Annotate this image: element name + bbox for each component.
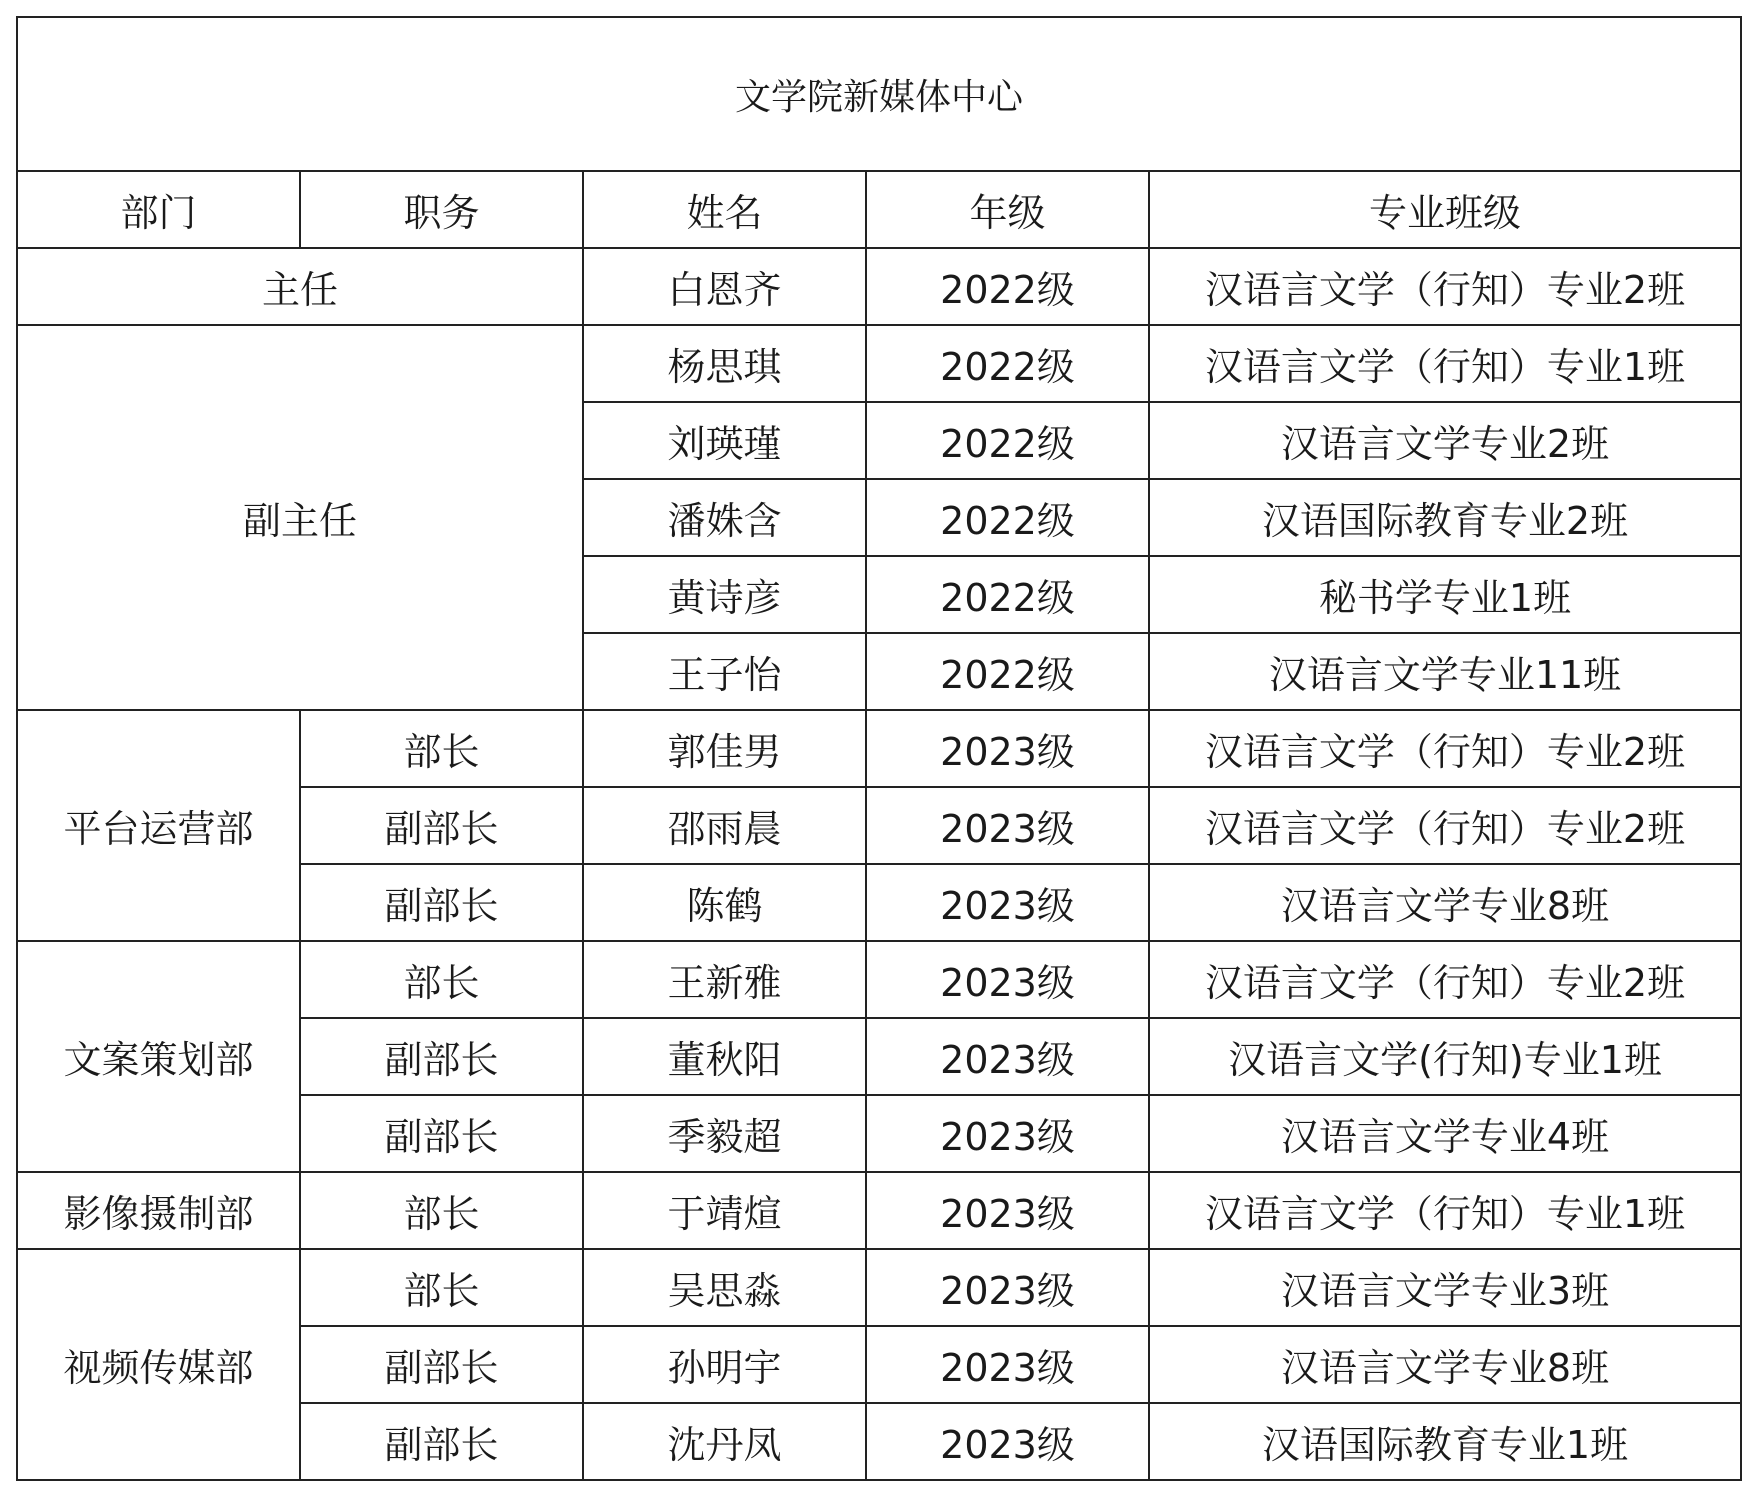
member-name: 杨思琪	[583, 325, 866, 402]
member-grade: 2022级	[866, 479, 1149, 556]
member-major: 汉语国际教育专业2班	[1149, 479, 1741, 556]
member-name: 陈鹤	[583, 864, 866, 941]
member-major: 汉语言文学专业8班	[1149, 1326, 1741, 1403]
table-row	[17, 325, 1741, 402]
member-name: 潘姝含	[583, 479, 866, 556]
member-grade: 2023级	[866, 710, 1149, 787]
member-major: 汉语言文学专业3班	[1149, 1249, 1741, 1326]
member-grade: 2023级	[866, 1095, 1149, 1172]
member-major: 汉语言文学专业2班	[1149, 402, 1741, 479]
member-grade: 2023级	[866, 864, 1149, 941]
member-name: 吴思淼	[583, 1249, 866, 1326]
member-grade: 2023级	[866, 787, 1149, 864]
member-name: 孙明宇	[583, 1326, 866, 1403]
member-grade: 2023级	[866, 1326, 1149, 1403]
member-major: 汉语言文学专业8班	[1149, 864, 1741, 941]
member-name: 沈丹凤	[583, 1403, 866, 1480]
table-title: 文学院新媒体中心	[17, 17, 1741, 171]
member-grade: 2022级	[866, 556, 1149, 633]
member-grade: 2023级	[866, 1172, 1149, 1249]
member-major: 汉语言文学（行知）专业2班	[1149, 248, 1741, 325]
table-row	[17, 1249, 1741, 1326]
deputy-director-label: 副主任	[17, 325, 583, 710]
member-major: 汉语言文学（行知）专业1班	[1149, 1172, 1741, 1249]
member-position: 部长	[300, 1249, 583, 1326]
department-name: 平台运营部	[17, 710, 300, 941]
member-grade: 2023级	[866, 1249, 1149, 1326]
member-name: 王子怡	[583, 633, 866, 710]
member-name: 刘瑛瑾	[583, 402, 866, 479]
member-grade: 2022级	[866, 325, 1149, 402]
member-major: 汉语国际教育专业1班	[1149, 1403, 1741, 1480]
header-row	[17, 171, 1741, 248]
member-major: 汉语言文学(行知)专业1班	[1149, 1018, 1741, 1095]
member-major: 秘书学专业1班	[1149, 556, 1741, 633]
department-name: 影像摄制部	[17, 1172, 300, 1249]
member-name: 季毅超	[583, 1095, 866, 1172]
department-name: 视频传媒部	[17, 1249, 300, 1480]
member-position: 部长	[300, 941, 583, 1018]
member-major: 汉语言文学专业11班	[1149, 633, 1741, 710]
table-row	[17, 248, 1741, 325]
member-name: 邵雨晨	[583, 787, 866, 864]
member-position: 副部长	[300, 1018, 583, 1095]
header-major-class: 专业班级	[1149, 171, 1741, 248]
member-grade: 2023级	[866, 1018, 1149, 1095]
member-position: 副部长	[300, 1403, 583, 1480]
department-name: 文案策划部	[17, 941, 300, 1172]
roster-table	[16, 16, 1742, 1481]
member-position: 副部长	[300, 864, 583, 941]
member-major: 汉语言文学（行知）专业2班	[1149, 941, 1741, 1018]
member-name: 郭佳男	[583, 710, 866, 787]
member-name: 董秋阳	[583, 1018, 866, 1095]
member-grade: 2023级	[866, 1403, 1149, 1480]
member-position: 部长	[300, 710, 583, 787]
title-row	[17, 17, 1741, 171]
member-position: 副部长	[300, 1326, 583, 1403]
member-grade: 2022级	[866, 402, 1149, 479]
member-grade: 2023级	[866, 941, 1149, 1018]
table-row	[17, 941, 1741, 1018]
header-name: 姓名	[583, 171, 866, 248]
member-position: 部长	[300, 1172, 583, 1249]
table-row	[17, 1172, 1741, 1249]
member-major: 汉语言文学专业4班	[1149, 1095, 1741, 1172]
member-position: 副部长	[300, 1095, 583, 1172]
member-name: 于靖煊	[583, 1172, 866, 1249]
member-grade: 2022级	[866, 248, 1149, 325]
table-row	[17, 710, 1741, 787]
member-major: 汉语言文学（行知）专业2班	[1149, 787, 1741, 864]
header-position: 职务	[300, 171, 583, 248]
member-major: 汉语言文学（行知）专业2班	[1149, 710, 1741, 787]
member-grade: 2022级	[866, 633, 1149, 710]
member-name: 王新雅	[583, 941, 866, 1018]
member-name: 黄诗彦	[583, 556, 866, 633]
director-label: 主任	[17, 248, 583, 325]
member-major: 汉语言文学（行知）专业1班	[1149, 325, 1741, 402]
member-position: 副部长	[300, 787, 583, 864]
header-grade: 年级	[866, 171, 1149, 248]
member-name: 白恩齐	[583, 248, 866, 325]
header-department: 部门	[17, 171, 300, 248]
